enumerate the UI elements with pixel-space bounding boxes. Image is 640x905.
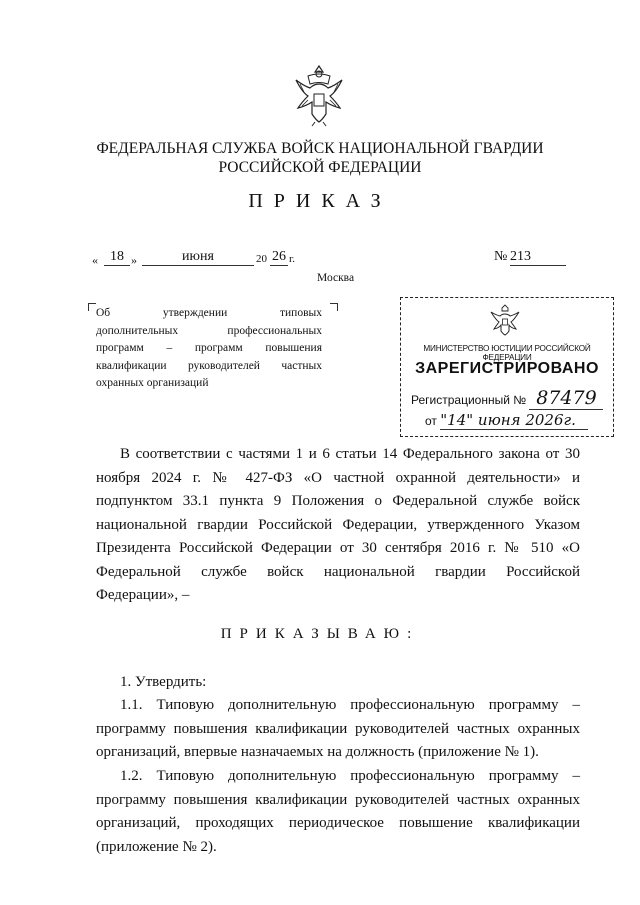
subject-block: [96, 305, 322, 393]
order-number: 213: [510, 249, 566, 266]
organization-name-line2: РОССИЙСКОЙ ФЕДЕРАЦИИ: [218, 159, 422, 176]
subject-line: охранных организаций: [96, 377, 209, 389]
coat-of-arms-icon: [288, 62, 350, 128]
item-1-2: [96, 765, 580, 859]
preamble: [96, 443, 580, 608]
stamp-from-label: от: [425, 414, 437, 428]
item-1: [96, 671, 580, 695]
stamp-emblem-icon: [487, 304, 523, 336]
stamp-registration-date: [425, 411, 588, 430]
item-text: 1.1. Типовую дополнительную профессиональную программу – программу повышения квалификации руководителей частных охранных организаций, впервые назначаемых на должность (приложение № 1).: [96, 697, 580, 760]
subject-line: дополнительных профессиональных: [96, 324, 322, 337]
document-type-title: ПРИКАЗ: [248, 190, 392, 212]
date-year-abbr: г.: [289, 253, 296, 265]
subject-line: Об утверждении типовых: [96, 307, 322, 319]
registration-stamp: [400, 297, 614, 437]
organization-name-line1: ФЕДЕРАЛЬНАЯ СЛУЖБА ВОЙСК НАЦИОНАЛЬНОЙ ГВАРДИИ: [96, 140, 544, 157]
subject-line: квалификации руководителей частных: [96, 359, 322, 372]
stamp-ministry: МИНИСТЕРСТВО ЮСТИЦИИ РОССИЙСКОЙ ФЕДЕРАЦИИ: [423, 344, 591, 362]
stamp-reg-number: 87479: [529, 387, 603, 410]
city: Москва: [317, 272, 355, 284]
subject-line: программ – программ повышения: [96, 342, 322, 354]
decree-word: ПРИКАЗЫВАЮ:: [220, 626, 420, 642]
stamp-status: ЗАРЕГИСТРИРОВАНО: [415, 360, 599, 377]
date-day: 18: [104, 249, 130, 266]
item-text: 1. Утвердить:: [120, 674, 207, 690]
stamp-reg-label: Регистрационный №: [411, 393, 527, 407]
item-text: 1.2. Типовую дополнительную профессиональную программу – программу повышения квалификации руководителей частных охранных организаций, проходящих периодическое повышение квалификации (приложение № 2).: [96, 768, 580, 855]
date-close-quote: »: [131, 253, 137, 267]
date-month: июня: [142, 249, 254, 266]
date-year-prefix: 20: [256, 253, 267, 265]
item-1-1: [96, 694, 580, 765]
stamp-reg-date: "14" июня 2026г.: [440, 411, 588, 430]
preamble-text: В соответствии с частями 1 и 6 статьи 14 Федерального закона от 30 ноября 2024 г. № 427-ФЗ «О частной охранной деятельности» и подпунктом 33.1 пункта 9 Положения о Федеральной службе войск национальной гвардии Российской Федерации, утвержденного Указом Президента Российской Федерации от 30 сентября 2016 г. № 510 «О Федеральной службе войск национальной гвардии Российской Федерации», –: [96, 446, 580, 603]
date-open-quote: «: [92, 253, 98, 267]
stamp-registration-number: [411, 387, 603, 410]
date-year-suffix: 26: [272, 249, 286, 264]
number-sign: №: [494, 249, 508, 264]
